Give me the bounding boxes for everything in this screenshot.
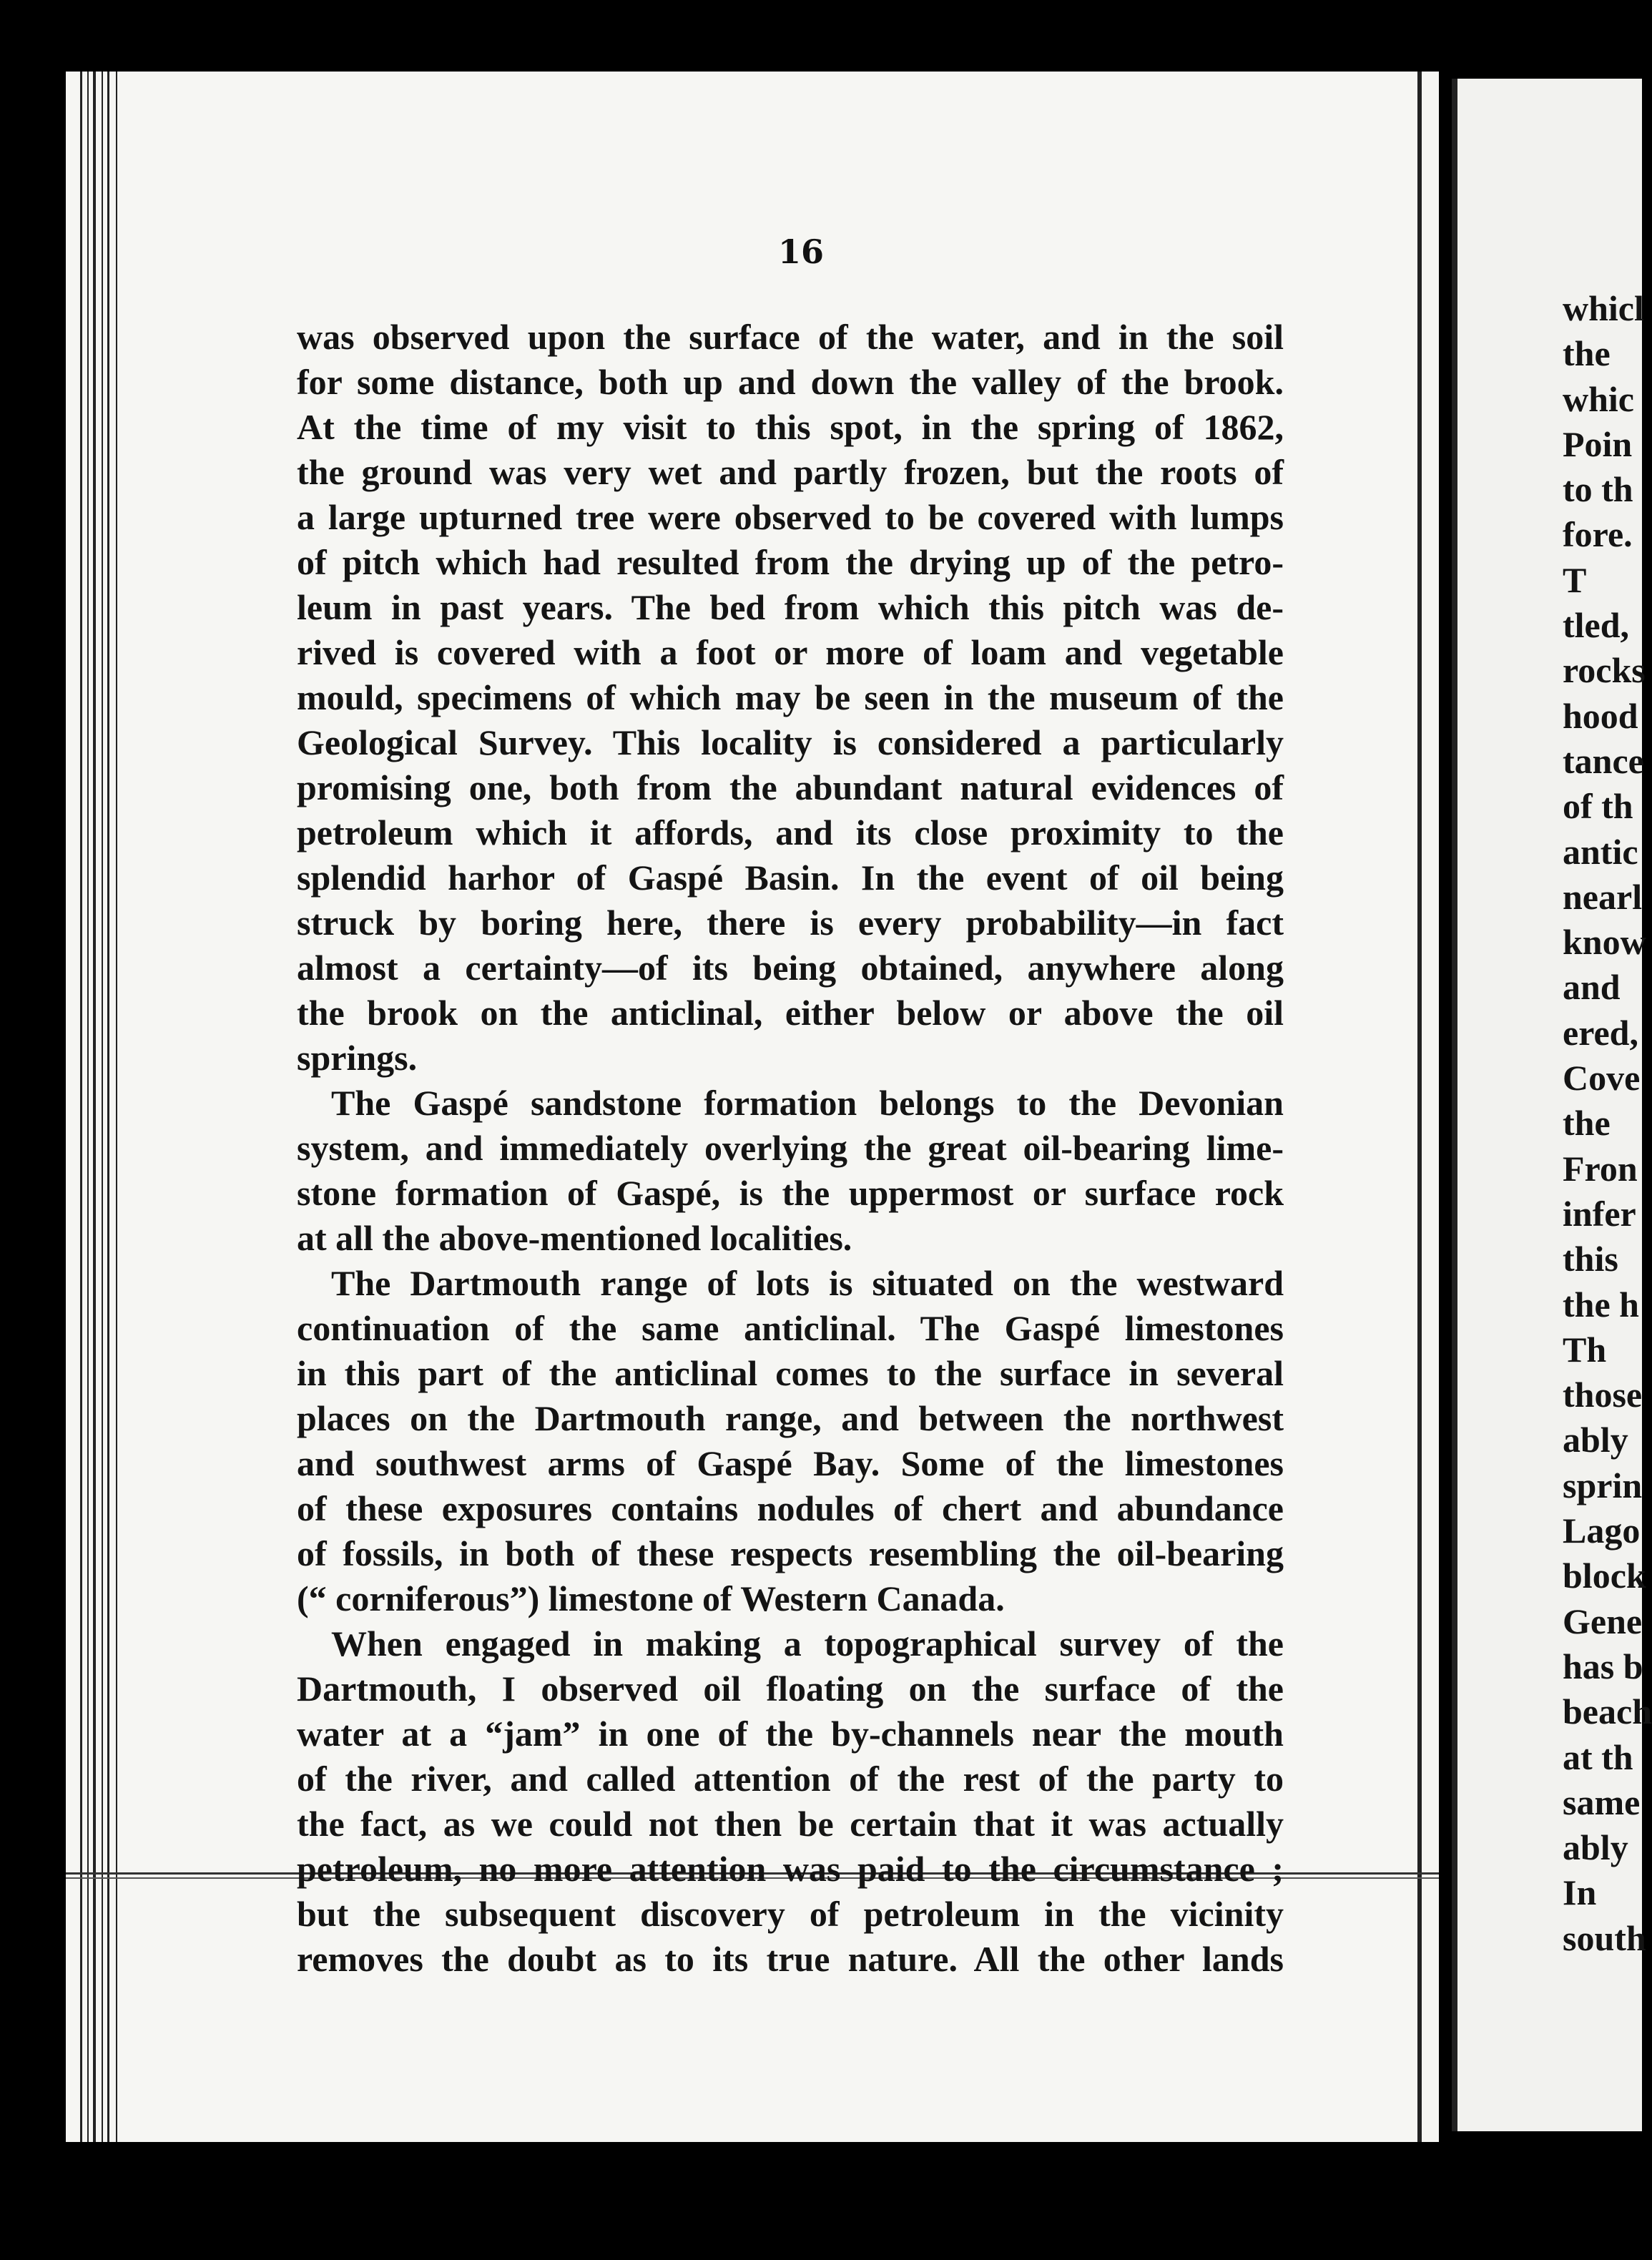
right-page-line-fragment: and (1563, 967, 1621, 1008)
text-line: of fossils, in both of these respects resembling the oil-bearing (297, 1533, 1284, 1573)
right-page-line-fragment: has b (1563, 1646, 1643, 1686)
text-line: splendid harhor of Gaspé Basin. In the event of oil being (297, 858, 1284, 898)
page-gutter-shadow (1452, 79, 1457, 2131)
text-line: of these exposures contains nodules of chert and abundance (297, 1488, 1284, 1528)
text-line: of pitch which had resulted from the drying up of the petro- (297, 542, 1284, 582)
right-page-fragment (1452, 79, 1652, 2131)
text-line: When engaged in making a topographical survey of the (331, 1623, 1284, 1664)
right-page-line-fragment: beach (1563, 1691, 1652, 1732)
text-line: the fact, as we could not then be certain that it was actually (297, 1804, 1284, 1844)
binding-edge-line (116, 72, 117, 2142)
text-line: At the time of my visit to this spot, in the spring of 1862, (297, 407, 1284, 447)
binding-edge-line (87, 72, 89, 2142)
text-line: petroleum, no more attention was paid to the circumstance ; (297, 1849, 1284, 1889)
right-page-line-fragment: infer (1563, 1193, 1636, 1234)
text-line: Geological Survey. This locality is considered a particularly (297, 722, 1284, 762)
text-line: at all the above-mentioned localities. (297, 1218, 852, 1258)
right-page-line-fragment: Poin (1563, 423, 1633, 464)
text-line: (“ corniferous”) limestone of Western Canada. (297, 1578, 1005, 1618)
right-page-line-fragment: same (1563, 1782, 1641, 1822)
text-line: the ground was very wet and partly frozen, but the roots of (297, 452, 1284, 492)
right-page-line-fragment: ably (1563, 1420, 1628, 1460)
right-page-line-fragment: T (1563, 559, 1587, 600)
right-page-line-fragment: Th (1563, 1329, 1607, 1370)
text-line: system, and immediately overlying the great oil-bearing lime- (297, 1128, 1284, 1168)
page-gutter-shadow (1417, 72, 1422, 2142)
text-line: The Gaspé sandstone formation belongs to the Devonian (331, 1083, 1284, 1123)
text-line: for some distance, both up and down the valley of the brook. (297, 362, 1284, 402)
text-line: a large upturned tree were observed to be covered with lumps (297, 497, 1284, 537)
right-page-line-fragment: the (1563, 1103, 1611, 1144)
text-line: almost a certainty—of its being obtained, anywhere along (297, 948, 1284, 988)
text-line: The Dartmouth range of lots is situated on the westward (331, 1263, 1284, 1303)
binding-edge-line (93, 72, 96, 2142)
binding-edge-line (80, 72, 82, 2142)
page-number: 16 (777, 232, 825, 271)
page-body-text (297, 315, 1284, 1982)
right-page-line-fragment: know (1563, 922, 1646, 963)
text-line: but the subsequent discovery of petroleum in the vicinity (297, 1894, 1284, 1934)
text-line: springs. (297, 1038, 418, 1078)
right-page-line-fragment: nearl (1563, 876, 1643, 917)
right-page-line-fragment: block (1563, 1556, 1646, 1596)
right-page-line-fragment: fore. (1563, 514, 1633, 555)
text-line: continuation of the same anticlinal. The Gaspé limestones (297, 1308, 1284, 1348)
text-line: Dartmouth, I observed oil floating on the surface of the (297, 1669, 1284, 1709)
right-page-line-fragment: antic (1563, 831, 1638, 872)
text-line: struck by boring here, there is every probability—in fact (297, 903, 1284, 943)
right-page-line-fragment: Fron (1563, 1148, 1638, 1189)
right-page-line-fragment: ably (1563, 1827, 1628, 1868)
right-page-line-fragment: tled, (1563, 605, 1630, 646)
text-line: and southwest arms of Gaspé Bay. Some of the limestones (297, 1443, 1284, 1483)
right-page-line-fragment: hood (1563, 695, 1638, 736)
text-line: mould, specimens of which may be seen in the museum of the (297, 677, 1284, 717)
right-page-line-fragment: Cove (1563, 1058, 1641, 1099)
text-line: rived is covered with a foot or more of loam and vegetable (297, 632, 1284, 672)
right-page-line-fragment: Gene (1563, 1601, 1643, 1641)
text-line: the brook on the anticlinal, either below or above the oil (297, 993, 1284, 1033)
binding-edge-line (102, 72, 103, 2142)
right-page-text (1563, 286, 1652, 1961)
right-page-line-fragment: of th (1563, 786, 1633, 827)
right-page-line-fragment: In (1563, 1872, 1597, 1913)
right-page-line-fragment: those (1563, 1375, 1643, 1415)
right-page-line-fragment: rocks (1563, 650, 1646, 691)
text-line: in this part of the anticlinal comes to the surface in several (297, 1353, 1284, 1393)
text-line: of the river, and called attention of the rest of the party to (297, 1759, 1284, 1799)
text-line: removes the doubt as to its true nature. All the other lands (297, 1939, 1284, 1979)
text-line: promising one, both from the abundant natural evidences of (297, 767, 1284, 807)
text-line: petroleum which it affords, and its close proximity to the (297, 812, 1284, 853)
right-page-line-fragment: ered, (1563, 1012, 1638, 1053)
text-line: stone formation of Gaspé, is the uppermost or surface rock (297, 1173, 1284, 1213)
right-page-line-fragment: south (1563, 1917, 1646, 1958)
text-line: water at a “jam” in one of the by-channels near the mouth (297, 1714, 1284, 1754)
right-page-line-fragment: sprin (1563, 1465, 1643, 1505)
text-line: places on the Dartmouth range, and between the northwest (297, 1398, 1284, 1438)
right-page-line-fragment: tance (1563, 740, 1644, 781)
right-page-line-fragment: the (1563, 333, 1611, 374)
right-page-line-fragment: the h (1563, 1284, 1639, 1325)
right-page-line-fragment: Lago (1563, 1510, 1641, 1551)
right-page-line-fragment: this (1563, 1239, 1618, 1279)
text-line: leum in past years. The bed from which this pitch was de- (297, 587, 1284, 627)
binding-edge-line (107, 72, 109, 2142)
text-line: was observed upon the surface of the water, and in the soil (297, 317, 1284, 357)
right-page-line-fragment: at th (1563, 1736, 1633, 1777)
right-page-line-fragment: to th (1563, 469, 1633, 510)
right-page-line-fragment: whicl (1563, 288, 1644, 328)
right-page-line-fragment: whic (1563, 378, 1634, 419)
